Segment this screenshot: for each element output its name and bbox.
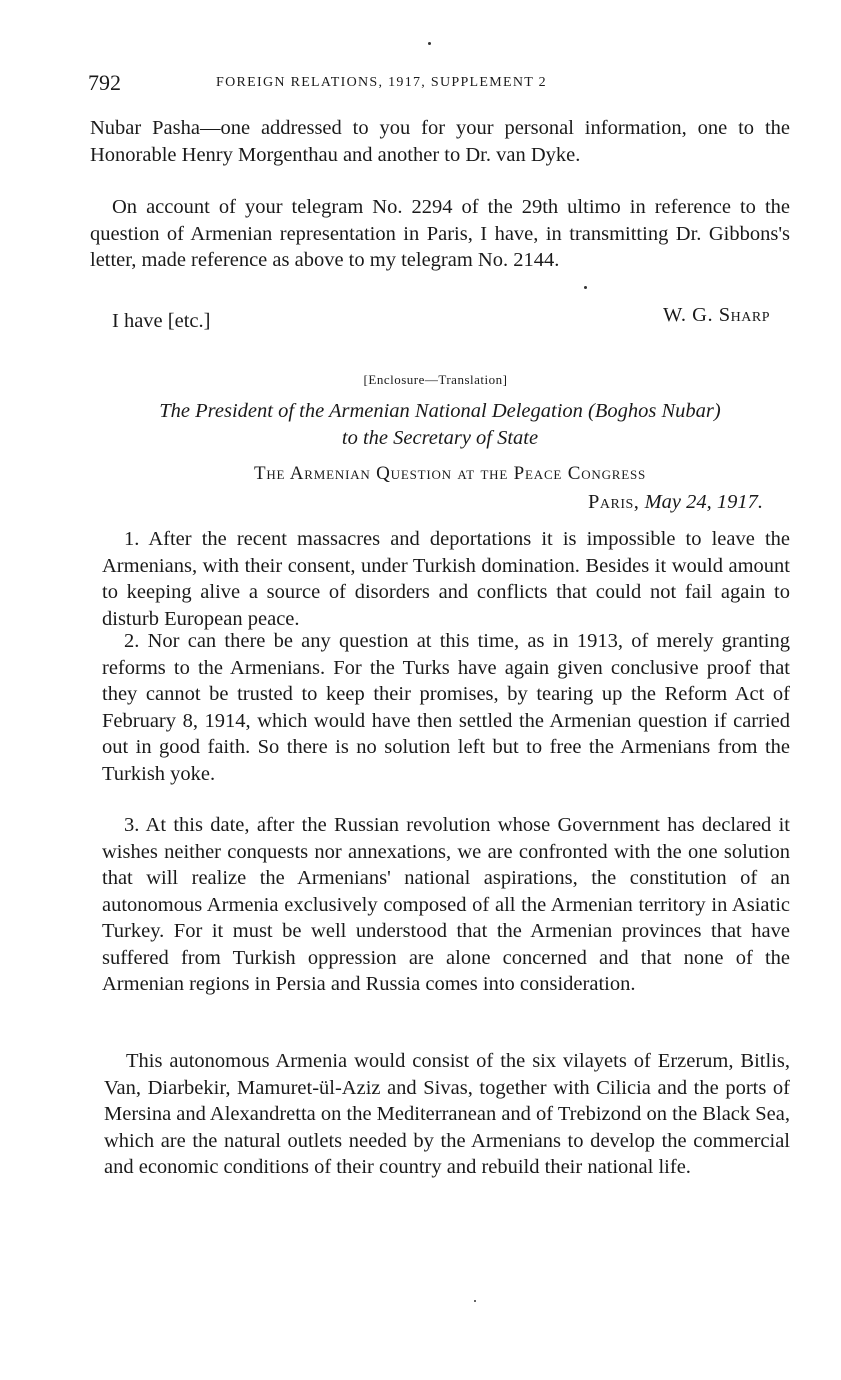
enclosure-paragraph-2: 2. Nor can there be any question at this time, as in 1913, of merely granting reforms to the Armenians. For the Turks have again given conclusive proof that they cannot be trusted to keep their promises, by tearing up the Reform Act of February 8, 1914, which would have then settled the Armenian question if carried out in good faith. So there is no solution left but to free the Armenians from the Turkish yoke. [102,630,790,785]
document-title-line-2: to the Secretary of State [341,427,539,449]
page-number: 792 [88,70,121,95]
dateline-place: Paris, [588,491,640,513]
print-speck [584,286,587,289]
letter-continuation-paragraph: Nubar Pasha—one addressed to you for your personal information, one to the Honorable Henry Morgenthau and another to Dr. van Dyke. [90,117,790,166]
document-title [90,398,790,452]
enclosure-paragraph-1: 1. After the recent massacres and deportations it is impossible to leave the Armenians, with their consent, under Turkish domination. Besides it would amount to keeping alive a source of disorders and conflicts that could not fail again to disturb European peace. [102,528,790,630]
dateline-date: May 24, 1917. [644,491,763,513]
document-title-line-1: The President of the Armenian National Delegation (Boghos Nubar) [159,400,721,422]
print-speck [428,42,431,45]
enclosure-label: [Enclosure—Translation] [363,372,508,387]
signature: W. G. Sharp [662,304,770,326]
running-head-title: FOREIGN RELATIONS, 1917, SUPPLEMENT 2 [216,75,547,90]
running-head [88,70,688,100]
letter-paragraph: On account of your telegram No. 2294 of the 29th ultimo in reference to the question of Armenian representation in Paris, I have, in transmitting Dr. Gibbons's letter, made reference as above to my telegram No. 2144. [90,196,790,271]
dateline [588,491,763,514]
enclosure-paragraph-3: 3. At this date, after the Russian revolution whose Government has declared it wishes neither conquests nor annexations, we are confronted with the one solution that will realize the Armenians' national aspirations, the constitution of an autonomous Armenia exclusively composed of all the Armenian territory in Asiatic Turkey. For it must be well understood that the Armenian provinces that have suffered from Turkish oppression are alone concerned and that none of the Armenian regions in Persia and Russia comes into consideration. [102,814,790,995]
letter-closing: I have [etc.] [112,310,211,332]
enclosure-paragraph-4: This autonomous Armenia would consist of the six vilayets of Erzerum, Bitlis, Van, Diarbekir, Mamuret-ül-Aziz and Sivas, together with Cilicia and the ports of Mersina and Alexandretta on the Mediterranean and of Trebizond on the Black Sea, which are the natural outlets needed by the Armenians to develop the commercial and economic conditions of their country and rebuild their national life. [104,1050,790,1178]
print-speck [474,1300,476,1302]
section-heading: The Armenian Question at the Peace Congress [253,463,647,484]
